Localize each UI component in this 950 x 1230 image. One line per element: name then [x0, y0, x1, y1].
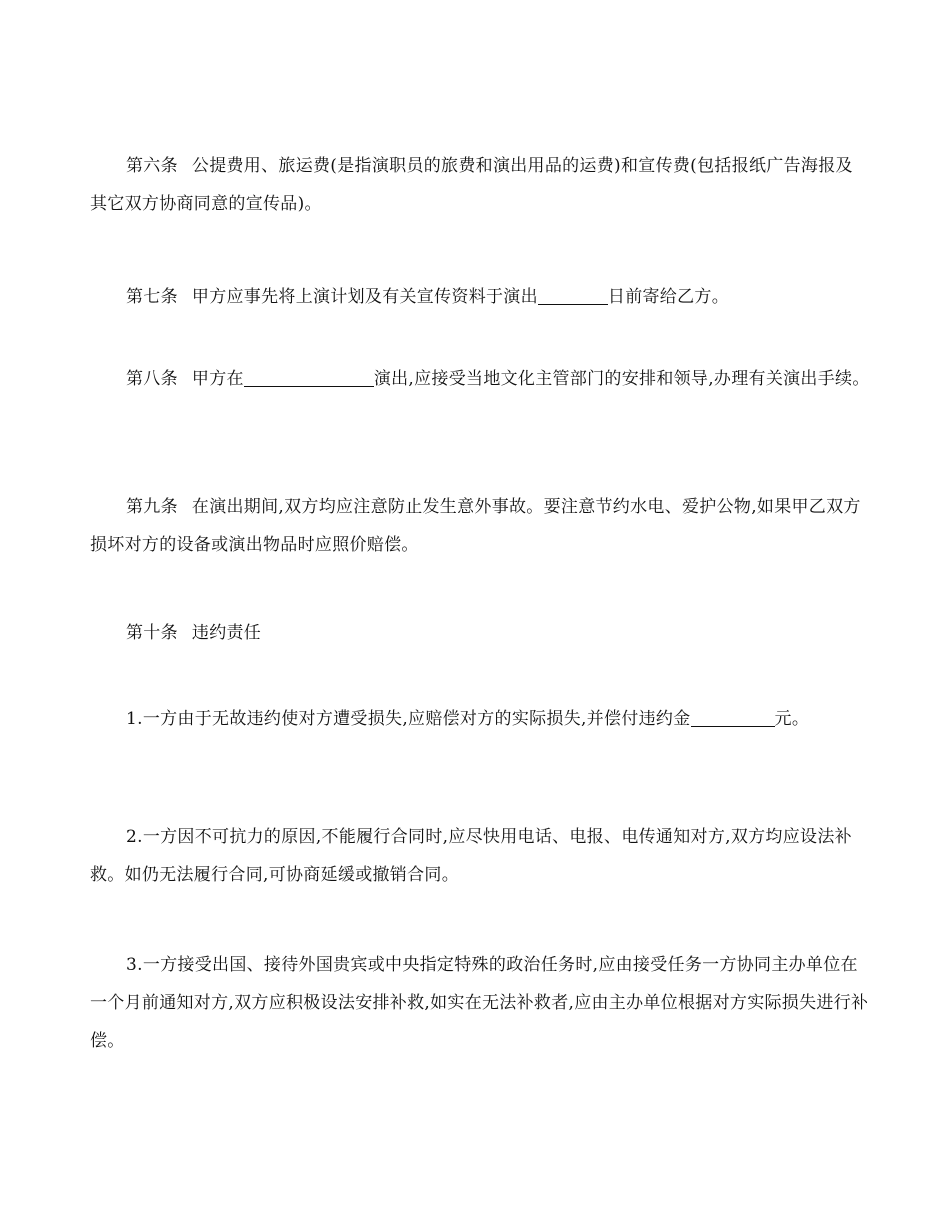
article-9-text: 在演出期间,双方均应注意防止发生意外事故。要注意节约水电、爱护公物,如果甲乙双方损坏对方的设备或演出物品时应照价赔偿。 [90, 497, 861, 555]
article-10 [90, 614, 870, 652]
article-7-label: 第七条 [126, 287, 178, 307]
article-7-text-after: 日前寄给乙方。 [607, 287, 730, 307]
article-7 [90, 278, 870, 316]
clause-1-blank [691, 708, 775, 727]
article-8-text-before: 甲方在 [191, 369, 244, 389]
clause-3-text: 3.一方接受出国、接待外国贵宾或中央指定特殊的政治任务时,应由接受任务一方协同主办单位在一个月前通知对方,双方应积极设法安排补救,如实在无法补救者,应由主办单位根据对方实际损失进行补偿。 [90, 955, 869, 1051]
article-6 [90, 147, 870, 223]
clause-2-text: 2.一方因不可抗力的原因,不能履行合同时,应尽快用电话、电报、电传通知对方,双方均应设法补救。如仍无法履行合同,可协商延缓或撤销合同。 [90, 827, 852, 885]
article-8 [90, 360, 870, 398]
article-7-text-before: 甲方应事先将上演计划及有关宣传资料于演出 [191, 287, 538, 307]
article-10-label: 第十条 [126, 623, 178, 643]
article-8-label: 第八条 [126, 369, 178, 389]
clause-1-text-before: 1.一方由于无故违约使对方遭受损失,应赔偿对方的实际损失,并偿付违约金 [126, 709, 691, 729]
article-8-text-after: 演出,应接受当地文化主管部门的安排和领导,办理有关演出手续。 [373, 369, 870, 389]
article-6-text: 公提费用、旅运费(是指演职员的旅费和演出用品的运费)和宣传费(包括报纸广告海报及其它双方协商同意的宣传品)。 [90, 156, 853, 214]
clause-3 [90, 946, 870, 1060]
article-9-label: 第九条 [126, 497, 178, 517]
article-9 [90, 488, 870, 564]
article-8-blank [244, 368, 374, 387]
article-7-blank [538, 286, 608, 305]
clause-1 [90, 700, 890, 738]
clause-2 [90, 818, 870, 894]
clause-1-text-after: 元。 [774, 709, 810, 729]
article-6-label: 第六条 [126, 156, 178, 176]
article-10-title: 违约责任 [191, 623, 262, 643]
